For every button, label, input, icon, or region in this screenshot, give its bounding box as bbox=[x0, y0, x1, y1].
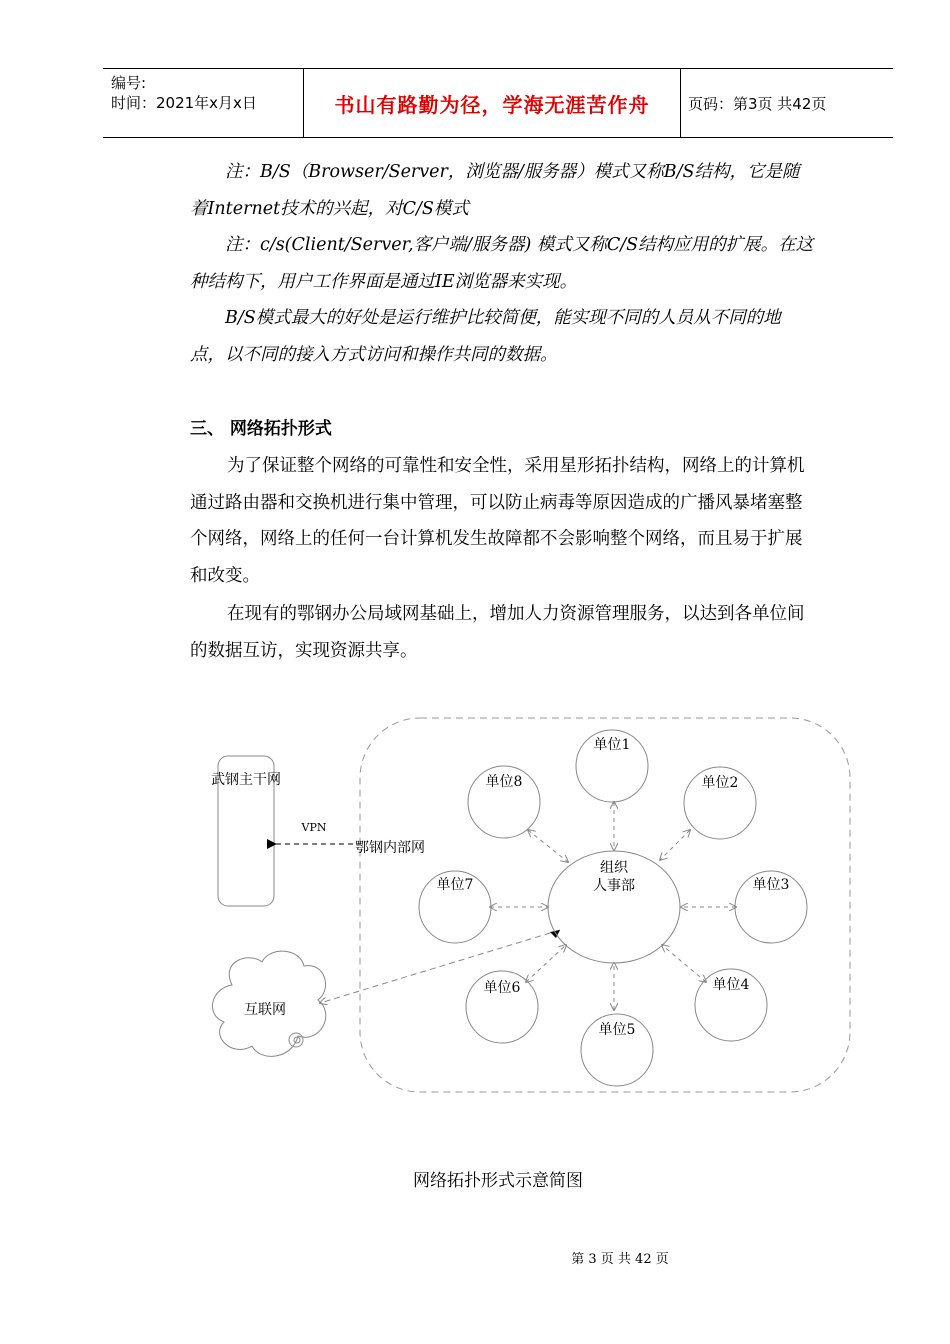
note-bs: 注：B/S（Browser/Server，浏览器/服务器）模式又称B/S结构，它是随着Internet技术的兴起，对C/S模式 bbox=[190, 162, 800, 219]
unit-label-7: 单位7 bbox=[436, 877, 474, 893]
number-label: 编号: bbox=[111, 74, 147, 92]
backbone-label: 武钢主干网 bbox=[211, 772, 281, 788]
header-page-info: 页码：第3页 共42页 bbox=[688, 94, 827, 113]
internet-link bbox=[320, 930, 560, 1003]
header-motto: 书山有路勤为径，学海无涯苦作舟 bbox=[303, 69, 681, 137]
section-paragraph-1: 为了保证整个网络的可靠性和安全性，采用星形拓扑结构，网络上的计算机通过路由器和交换机进行集中管理，可以防止病毒等原因造成的广播风暴堵塞整个网络，网络上的任何一台计算机发生故障都不会影响整个网络，而且易于扩展和改变。 bbox=[190, 456, 805, 586]
time-label: 时间：2021年x月x日 bbox=[111, 94, 257, 112]
unit-label-6: 单位6 bbox=[483, 980, 521, 996]
unit-label-4: 单位4 bbox=[712, 977, 750, 993]
unit-label-1: 单位1 bbox=[593, 737, 631, 753]
vpn-label: VPN bbox=[301, 821, 327, 834]
unit-label-3: 单位3 bbox=[752, 877, 790, 893]
unit-label-8: 单位8 bbox=[485, 774, 523, 790]
section-paragraph-2: 在现有的鄂钢办公局域网基础上，增加人力资源管理服务，以达到各单位间的数据互访，实现资源共享。 bbox=[190, 604, 805, 661]
diagram-caption: 网络拓扑形式示意简图 bbox=[413, 1171, 583, 1191]
unit-label-2: 单位2 bbox=[701, 775, 739, 791]
center-label-line2: 人事部 bbox=[593, 878, 635, 894]
note-cs: 注：c/s(Client/Server,客户端/服务器) 模式又称C/S结构应用的扩展。在这种结构下，用户工作界面是通过IE浏览器来实现。 bbox=[190, 235, 814, 292]
internal-network-label: 鄂钢内部网 bbox=[355, 840, 425, 856]
internet-label: 互联网 bbox=[244, 1002, 286, 1018]
unit-label-5: 单位5 bbox=[598, 1022, 636, 1038]
section-heading: 三、 网络拓扑形式 bbox=[190, 419, 332, 439]
center-label-line1: 组织 bbox=[600, 860, 628, 876]
page-footer: 第 3 页 共 42 页 bbox=[571, 1252, 669, 1267]
unit-links bbox=[490, 802, 736, 1010]
internet-cloud-tail bbox=[289, 1033, 303, 1047]
note-bs-advantage: B/S模式最大的好处是运行维护比较简便，能实现不同的人员从不同的地点，以不同的接入方式访问和操作共同的数据。 bbox=[190, 308, 781, 365]
